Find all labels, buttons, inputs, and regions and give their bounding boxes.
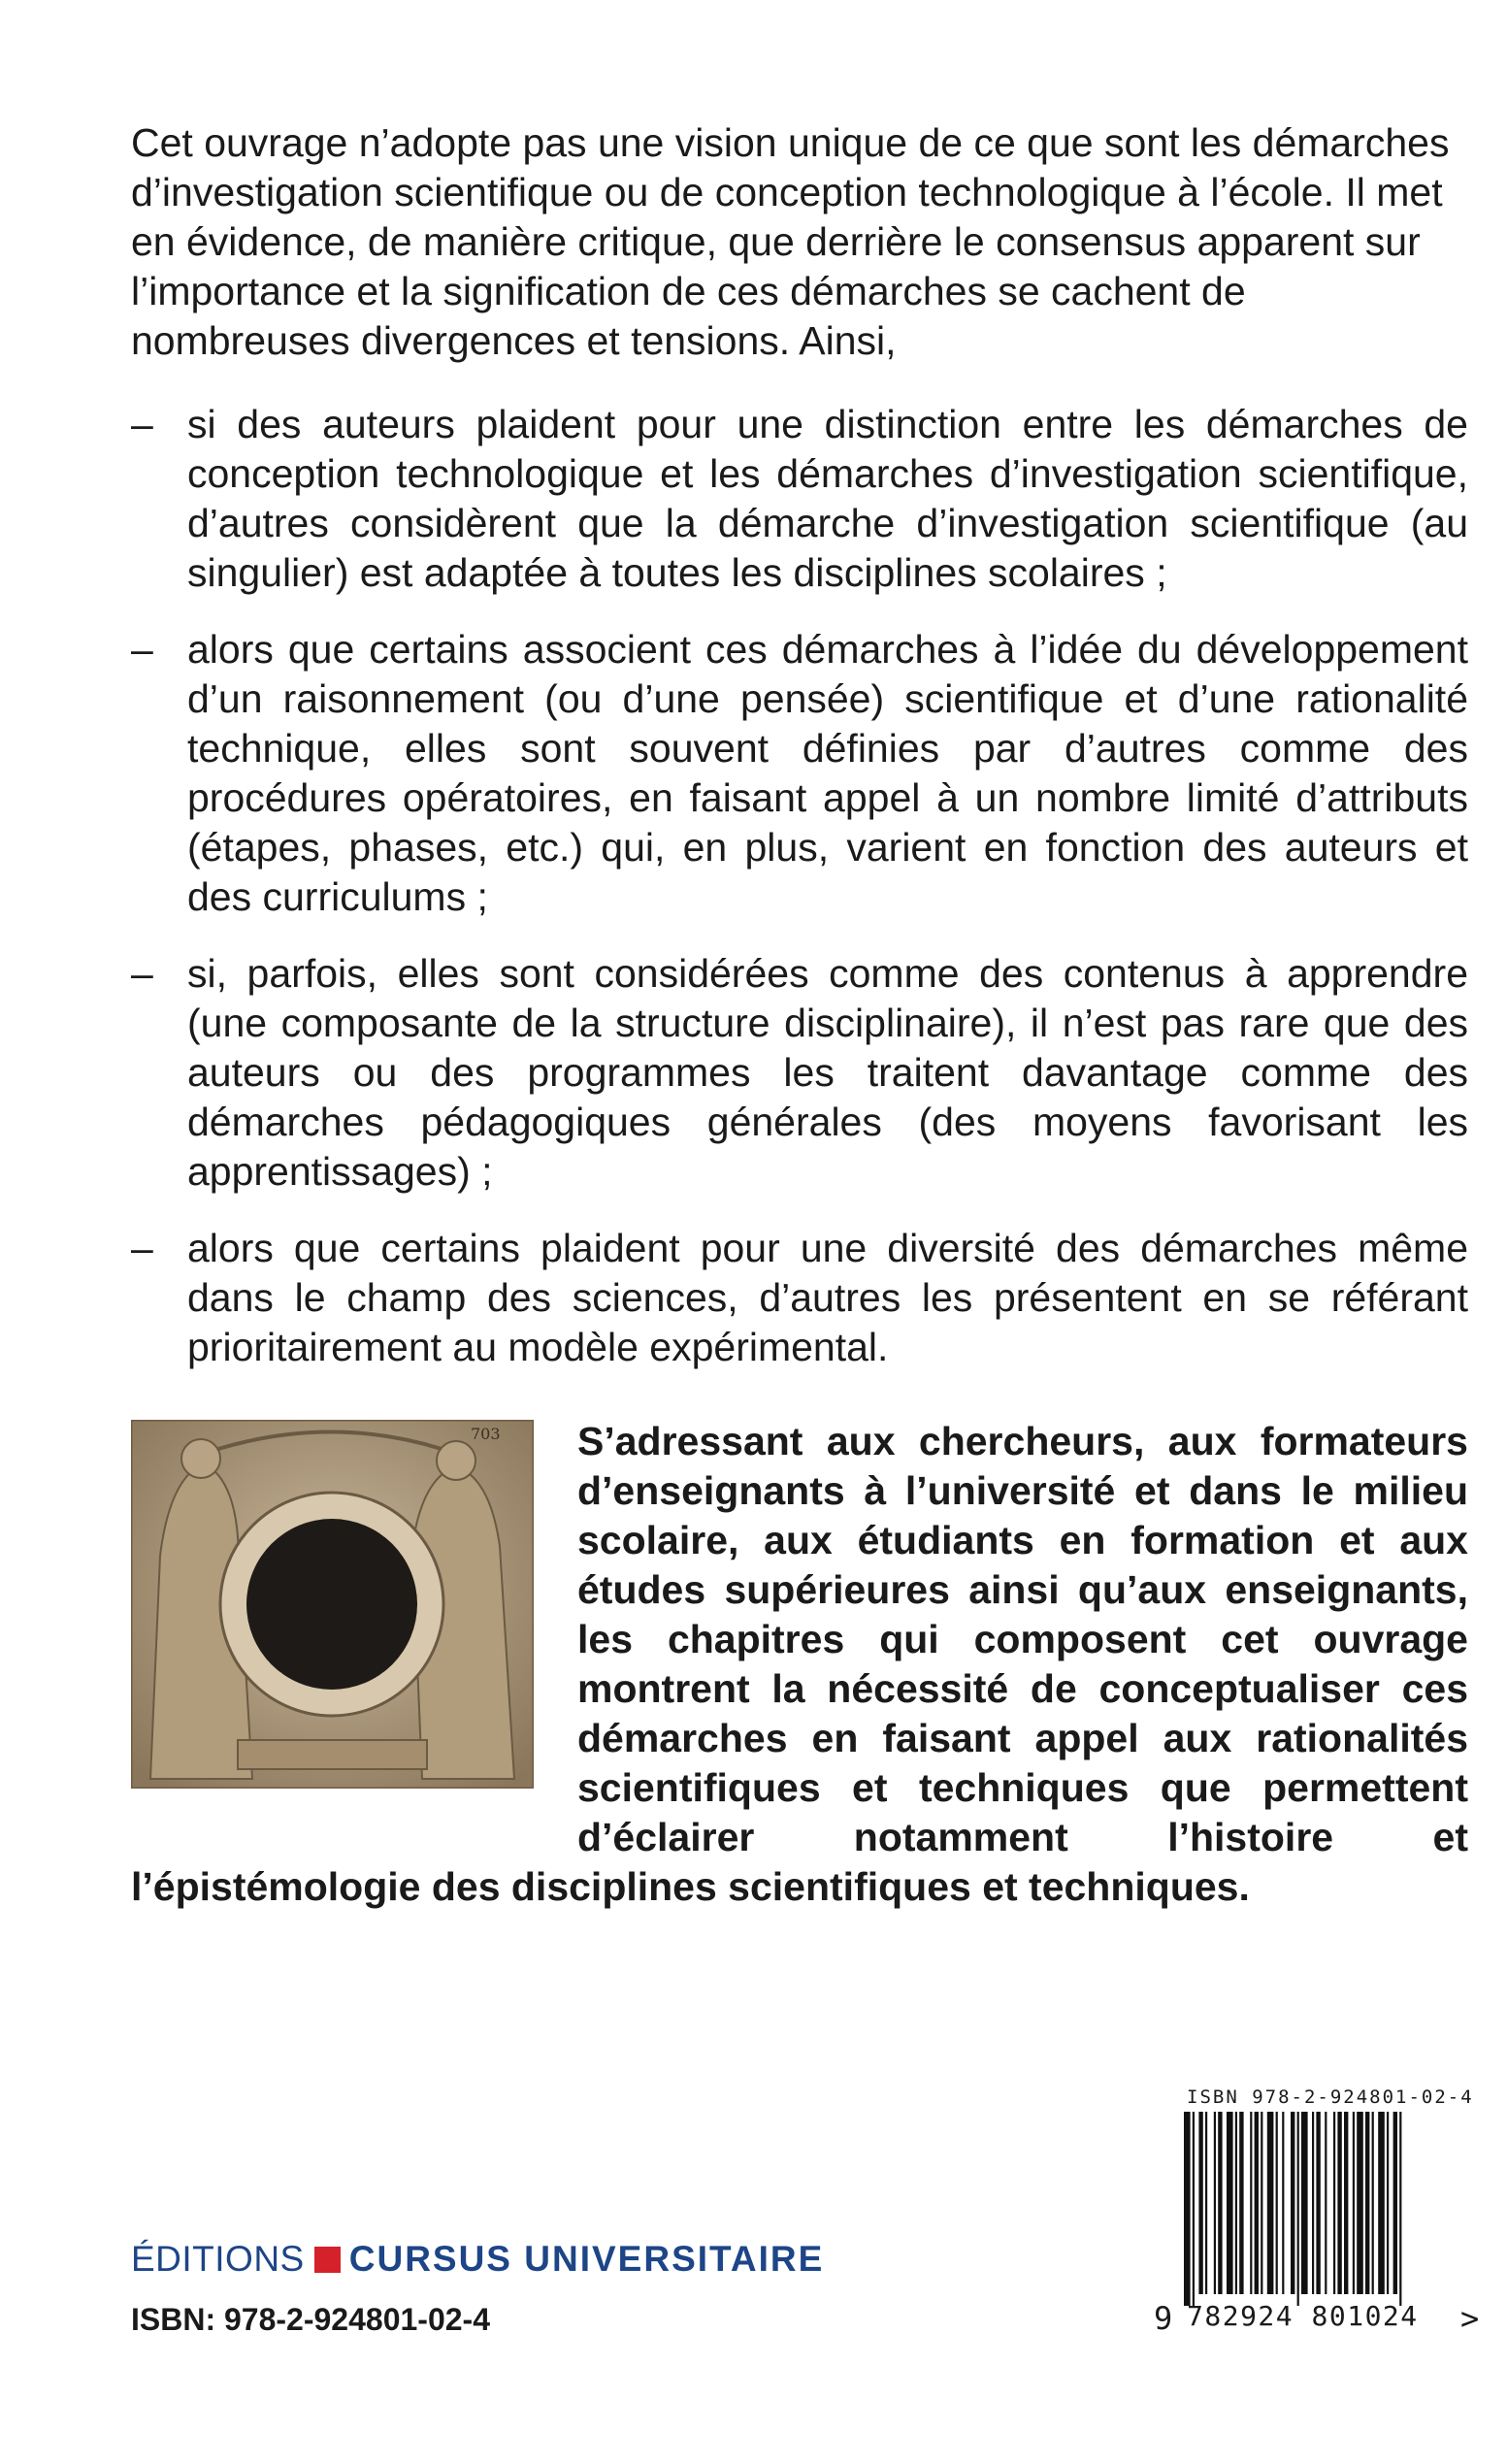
illustration-number: 703 [471,1425,501,1443]
bullet-list [131,400,1468,1399]
dash-bullet: – [131,402,153,446]
barcode-digits: 782924 801024 [1187,2300,1419,2332]
intro-paragraph: Cet ouvrage n’adopte pas une vision unique de ce que sont les démarches d’investigation scientifique ou de conception technologique à l’école. Il met en évidence, de manière critique, que derrière le consensus apparent sur l’importance et la signification de ces démarches se cachent de nombreuses divergences et tensions. Ainsi, [131,120,1450,363]
publisher-logo [131,2239,824,2280]
list-item [131,625,1468,922]
bullet-text: alors que certains plaident pour une diversité des démarches même dans le champ des sciences, d’autres les présentent en se référant prioritairement au modèle expérimental. [187,1226,1468,1369]
list-item [131,1224,1468,1372]
list-item [131,949,1468,1197]
barcode-isbn-text: ISBN 978-2-924801-02-4 [1187,2086,1474,2108]
publisher-editions: ÉDITIONS [131,2239,305,2279]
barcode-bars [1184,2112,1475,2306]
dash-bullet: – [131,1226,153,1270]
barcode [1150,2086,1480,2358]
publisher-name: CURSUS UNIVERSITAIRE [348,2239,825,2279]
closing-paragraph [131,1417,1468,1912]
closing-text: S’adressant aux chercheurs, aux formateurs d’enseignants à l’université et dans le milieu scolaire, aux étudiants en formation et aux études supérieures ainsi qu’aux enseignants, les chapitres qui composent cet ouvrage montrent la nécessité de conceptualiser ces démarches en faisant appel aux rationalités scientifiques et techniques que permettent d’éclairer notamment l’histoire et l’épistémologie des disciplines scientifiques et techniques. [131,1419,1468,1909]
dash-bullet: – [131,627,153,672]
barcode-arrow: > [1460,2300,1480,2337]
red-square-icon [314,2247,341,2273]
barcode-first-digit: 9 [1154,2300,1173,2337]
image-spacer [131,1417,577,1815]
isbn-label: ISBN: 978-2-924801-02-4 [131,2302,490,2337]
dash-bullet: – [131,951,153,996]
bullet-text: alors que certains associent ces démarches à l’idée du développement d’un raisonnement (ou d’une pensée) scientifique et d’une rationalité technique, elles sont souvent définies par d’autres comme des procédures opératoires, en faisant appel à un nombre limité d’attributs (étapes, phases, etc.) qui, en plus, varient en fonction des auteurs et des curriculums ; [187,627,1468,919]
bullet-text: si, parfois, elles sont considérées comme des contenus à apprendre (une composante de la structure disciplinaire), il n’est pas rare que des auteurs ou des programmes les traitent davantage comme des démarches pédagogiques générales (des moyens favorisant les apprentissages) ; [187,951,1468,1194]
list-item [131,400,1468,598]
bullet-text: si des auteurs plaident pour une distinction entre les démarches de conception technologique et les démarches d’investigation scientifique, d’autres considèrent que la démarche d’investigation scientifique (au singulier) est adaptée à toutes les disciplines scolaires ; [187,402,1468,595]
